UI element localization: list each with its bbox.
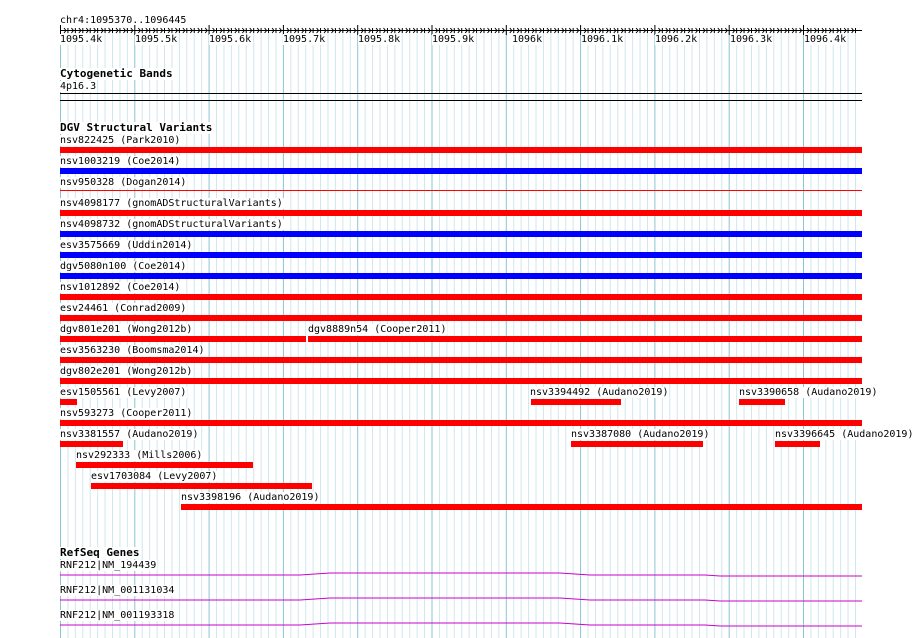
dgv-feature-label[interactable]: nsv1003219 (Coe2014)	[60, 156, 181, 167]
dgv-feature-label[interactable]: dgv8889n54 (Cooper2011)	[308, 324, 447, 335]
refseq-transcript-line	[60, 598, 862, 601]
dgv-feature-label[interactable]: nsv4098732 (gnomADStructuralVariants)	[60, 219, 283, 230]
tick-label: 1096.4k	[804, 34, 847, 45]
dgv-feature-label[interactable]: esv3575669 (Uddin2014)	[60, 240, 193, 251]
dgv-feature-label[interactable]: nsv3394492 (Audano2019)	[530, 387, 669, 398]
dgv-feature-label[interactable]: esv3563230 (Boomsma2014)	[60, 345, 205, 356]
refseq-transcript-label[interactable]: RNF212|NM_194439	[60, 560, 157, 571]
dgv-feature-label[interactable]: nsv1012892 (Coe2014)	[60, 282, 181, 293]
tick-label: 1095.9k	[432, 34, 475, 45]
tick-label: 1095.5k	[135, 34, 178, 45]
dgv-feature-label[interactable]: dgv5080n100 (Coe2014)	[60, 261, 187, 272]
refseq-transcript-line	[60, 573, 862, 576]
dgv-track-title[interactable]: DGV Structural Variants	[60, 121, 213, 134]
dgv-feature-label[interactable]: nsv3387080 (Audano2019)	[571, 429, 710, 440]
tick-label: 1095.4k	[60, 34, 103, 45]
cytoband-label[interactable]: 4p16.3	[60, 81, 97, 92]
dgv-feature-label[interactable]: dgv801e201 (Wong2012b)	[60, 324, 193, 335]
dgv-feature-label[interactable]: nsv3398196 (Audano2019)	[181, 492, 320, 503]
dgv-feature-label[interactable]: esv24461 (Conrad2009)	[60, 303, 187, 314]
dgv-feature-label[interactable]: nsv950328 (Dogan2014)	[60, 177, 187, 188]
dgv-feature-label[interactable]: nsv3396645 (Audano2019)	[775, 429, 914, 440]
dgv-feature-label[interactable]: esv1505561 (Levy2007)	[60, 387, 187, 398]
tick-label: 1096.1k	[581, 34, 624, 45]
tick-label: 1095.7k	[283, 34, 326, 45]
dgv-feature-label[interactable]: nsv292333 (Mills2006)	[76, 450, 203, 461]
dgv-feature-label[interactable]: nsv3381557 (Audano2019)	[60, 429, 199, 440]
dgv-feature-label[interactable]: dgv802e201 (Wong2012b)	[60, 366, 193, 377]
tick-label: 1096k	[512, 34, 543, 45]
cytobands-track-title[interactable]: Cytogenetic Bands	[60, 67, 173, 80]
tick-label: 1095.8k	[358, 34, 401, 45]
refseq-track-title[interactable]: RefSeq Genes	[60, 546, 140, 559]
tick-label: 1096.2k	[655, 34, 698, 45]
dgv-feature-label[interactable]: nsv3390658 (Audano2019)	[739, 387, 878, 398]
refseq-transcript-line	[60, 623, 862, 626]
tick-label: 1096.3k	[730, 34, 773, 45]
location-label: chr4:1095370..1096445	[60, 15, 187, 26]
dgv-feature-label[interactable]: nsv4098177 (gnomADStructuralVariants)	[60, 198, 283, 209]
dgv-feature-label[interactable]: nsv822425 (Park2010)	[60, 135, 181, 146]
tick-label: 1095.6k	[209, 34, 252, 45]
refseq-transcript-label[interactable]: RNF212|NM_001131034	[60, 585, 175, 596]
refseq-transcript-label[interactable]: RNF212|NM_001193318	[60, 610, 175, 621]
dgv-feature-label[interactable]: nsv593273 (Cooper2011)	[60, 408, 193, 419]
dgv-feature-label[interactable]: esv1703084 (Levy2007)	[91, 471, 218, 482]
